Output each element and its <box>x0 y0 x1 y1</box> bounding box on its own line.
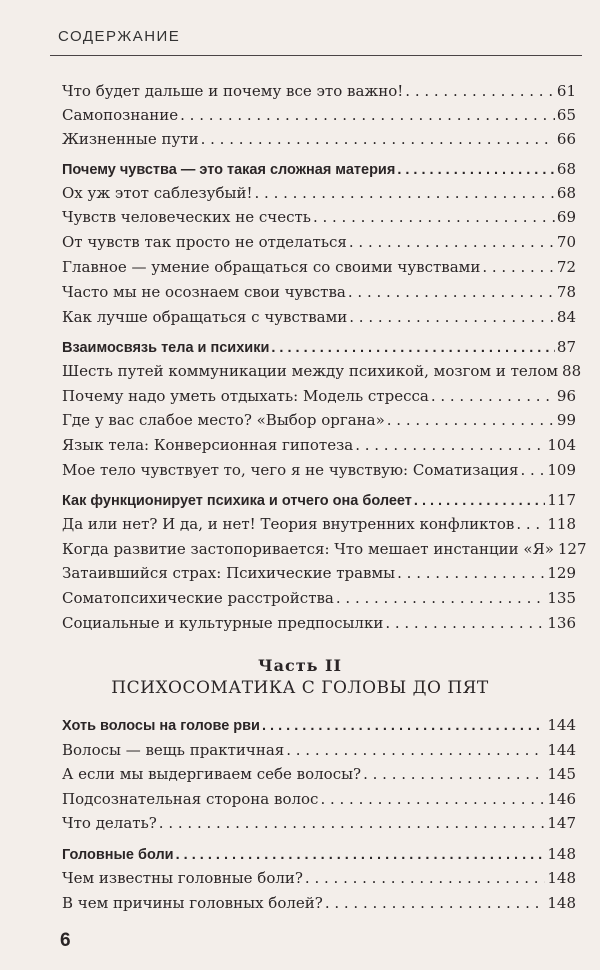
dot-leader <box>348 283 555 301</box>
toc-entry-title: Чем известны головные боли? <box>62 869 303 887</box>
toc-entry-title: Соматопсихические расстройства <box>62 589 334 607</box>
toc-entry <box>62 106 576 124</box>
toc-entry-title: Шесть путей коммуникации между психикой, мозгом и телом <box>62 362 559 380</box>
toc-entry-title: Что будет дальше и почему все это важно! <box>62 82 404 100</box>
dot-leader <box>320 790 545 808</box>
toc-entry-page: 127 <box>557 540 587 558</box>
toc-entry-page: 104 <box>547 436 576 454</box>
toc-entry <box>62 814 576 832</box>
toc-entry <box>62 436 576 454</box>
dot-leader <box>431 387 555 405</box>
toc-entry <box>62 387 576 405</box>
toc-entry <box>62 283 576 301</box>
toc-entry-page: 65 <box>556 106 576 124</box>
toc-entry-page: 146 <box>547 790 576 808</box>
toc-entry-page: 144 <box>547 716 576 734</box>
page-number: 6 <box>60 930 71 951</box>
dot-leader <box>255 184 555 202</box>
toc-entry-page: 68 <box>556 184 576 202</box>
toc-entry-page: 68 <box>556 160 576 178</box>
dot-leader <box>286 741 545 759</box>
toc-entry-page: 70 <box>556 233 576 251</box>
toc-entry <box>62 258 576 276</box>
toc-section-heading <box>62 160 576 179</box>
toc-entry <box>62 515 576 533</box>
dot-leader <box>397 161 555 179</box>
toc-entry-page: 96 <box>556 387 576 405</box>
toc-entry-page: 88 <box>562 362 582 380</box>
dot-leader <box>176 846 546 864</box>
dot-leader <box>325 894 546 912</box>
dot-leader <box>305 869 545 887</box>
dot-leader <box>355 436 545 454</box>
toc-entry-title: А если мы выдергиваем себе волосы? <box>62 765 362 783</box>
toc-entry <box>62 741 576 759</box>
toc-entry-page: 118 <box>547 515 576 533</box>
toc-section-heading <box>62 491 576 510</box>
dot-leader <box>313 208 555 226</box>
toc-entry-title: Когда развитие застопоривается: Что мешает инстанции «Я» <box>62 540 554 558</box>
running-head: СОДЕРЖАНИЕ <box>58 28 181 45</box>
toc-entry <box>62 411 576 429</box>
header-rule <box>50 55 582 56</box>
dot-leader <box>405 82 555 100</box>
toc-entry-page: 109 <box>547 461 576 479</box>
toc-entry-title: Самопознание <box>62 106 179 124</box>
toc-entry-title: Что делать? <box>62 814 157 832</box>
toc-entry-page: 129 <box>547 564 576 582</box>
dot-leader <box>482 258 555 276</box>
toc-entry <box>62 208 576 226</box>
toc-section-heading <box>62 716 576 735</box>
toc-entry-page: 72 <box>556 258 576 276</box>
dot-leader <box>180 106 555 124</box>
toc-entry-page: 148 <box>547 869 576 887</box>
toc-section-heading <box>62 338 576 357</box>
toc-entry-title: Хоть волосы на голове рви <box>62 718 260 734</box>
dot-leader <box>387 411 555 429</box>
toc-entry-page: 136 <box>547 614 576 632</box>
toc-entry-page: 144 <box>547 741 576 759</box>
toc-entry-page: 87 <box>556 338 576 356</box>
part-title: ПСИХОСОМАТИКА С ГОЛОВЫ ДО ПЯТ <box>111 678 489 698</box>
toc-entry-title: Главное — умение обращаться со своими чувствами <box>62 258 481 276</box>
toc-entry-title: Почему чувства — это такая сложная материя <box>62 162 396 178</box>
toc-entry-title: Подсознательная сторона волос <box>62 790 319 808</box>
toc-entry-page: 147 <box>547 814 576 832</box>
toc-entry-title: Ох уж этот саблезубый! <box>62 184 253 202</box>
dot-leader <box>349 233 555 251</box>
toc-entry-page: 145 <box>547 765 576 783</box>
toc-entry-title: Чувств человеческих не счесть <box>62 208 311 226</box>
toc-entry <box>62 233 576 251</box>
toc-entry-title: Где у вас слабое место? «Выбор органа» <box>62 411 385 429</box>
toc-entry-title: Язык тела: Конверсионная гипотеза <box>62 436 354 454</box>
toc-entry <box>62 589 576 607</box>
toc-entry-page: 69 <box>556 208 576 226</box>
toc-entry-title: Волосы — вещь практичная <box>62 741 285 759</box>
dot-leader <box>385 614 545 632</box>
dot-leader <box>397 564 545 582</box>
toc-entry-page: 148 <box>547 845 576 863</box>
toc-entry-title: Почему надо уметь отдыхать: Модель стресса <box>62 387 429 405</box>
toc-entry <box>62 765 576 783</box>
toc-entry <box>62 894 576 912</box>
toc-entry-title: Да или нет? И да, и нет! Теория внутренних конфликтов <box>62 515 515 533</box>
toc-entry-page: 135 <box>547 589 576 607</box>
dot-leader <box>414 492 545 510</box>
part-label: Часть II <box>257 656 343 675</box>
toc-entry <box>62 461 576 479</box>
dot-leader <box>271 339 555 357</box>
toc-entry-title: В чем причины головных болей? <box>62 894 323 912</box>
toc-entry-page: 117 <box>547 491 576 509</box>
toc-entry-page: 99 <box>556 411 576 429</box>
toc-entry-page: 78 <box>556 283 576 301</box>
toc-entry <box>62 564 576 582</box>
toc-entry-title: От чувств так просто не отделаться <box>62 233 347 251</box>
dot-leader <box>159 814 546 832</box>
dot-leader <box>262 717 545 735</box>
toc-entry <box>62 869 576 887</box>
toc-entry-page: 66 <box>556 130 576 148</box>
toc-entry-title: Затаившийся страх: Психические травмы <box>62 564 396 582</box>
toc-entry-title: Взаимосвязь тела и психики <box>62 340 270 356</box>
toc-entry-title: Социальные и культурные предпосылки <box>62 614 384 632</box>
dot-leader <box>363 765 545 783</box>
dot-leader <box>336 589 545 607</box>
toc-entry <box>62 540 587 558</box>
toc-entry <box>62 184 576 202</box>
toc-entry-page: 148 <box>547 894 576 912</box>
toc-entry-page: 61 <box>556 82 576 100</box>
toc-entry <box>62 130 576 148</box>
dot-leader <box>349 308 555 326</box>
toc-entry-title: Головные боли <box>62 847 174 863</box>
toc-entry-title: Часто мы не осознаем свои чувства <box>62 283 346 301</box>
toc-entry-title: Как лучше обращаться с чувствами <box>62 308 348 326</box>
toc-section-heading <box>62 845 576 864</box>
toc-entry <box>62 82 576 100</box>
toc-entry-title: Мое тело чувствует то, чего я не чувствую: Соматизация <box>62 461 519 479</box>
toc-entry-title: Жизненные пути <box>62 130 199 148</box>
toc-entry-title: Как функционирует психика и отчего она болеет <box>62 493 412 509</box>
dot-leader <box>516 515 545 533</box>
toc-entry <box>62 790 576 808</box>
toc-entry-page: 84 <box>556 308 576 326</box>
dot-leader <box>521 461 546 479</box>
toc-entry <box>62 308 576 326</box>
toc-entry <box>62 614 576 632</box>
dot-leader <box>201 130 555 148</box>
toc-entry <box>62 362 582 380</box>
